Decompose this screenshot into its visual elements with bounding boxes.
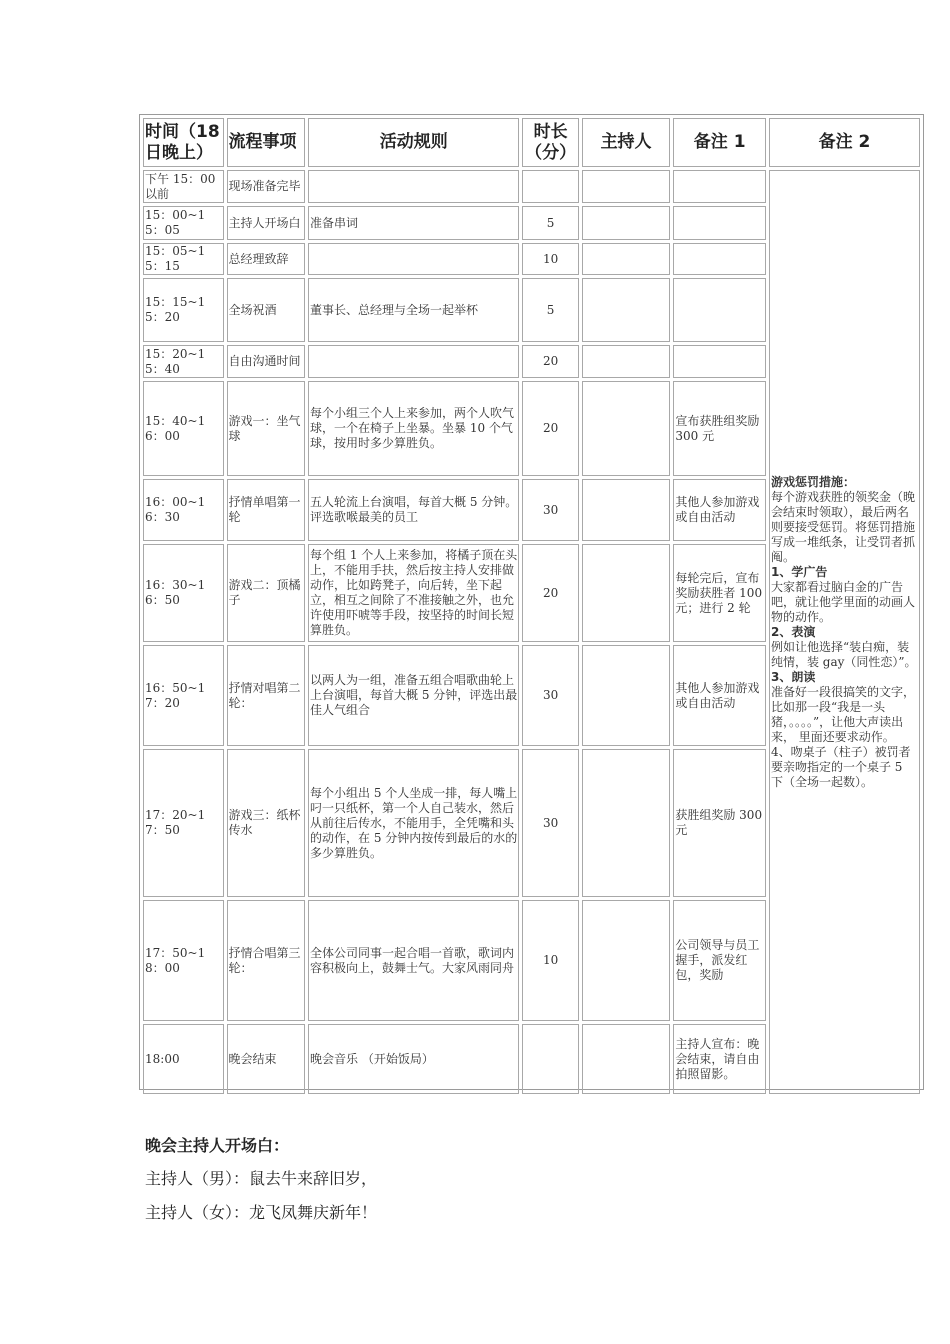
cell-rule: 每个小组出 5 个人坐成一排，每人嘴上叼一只纸杯，第一个人自己装水，然后从前往后传水，不能用手，全凭嘴和头的动作，在 5 分钟内按传到最后的水的多少算胜负。	[308, 749, 519, 897]
cell-note1: 每轮完后，宣布奖励获胜者 100 元；进行 2 轮	[673, 544, 766, 642]
cell-host	[582, 645, 671, 746]
penalty-body-3: 准备好一段很搞笑的文字，比如那一段“我是一头猪，。。。。”，让他大声读出来， 里面还要求动作。	[770, 684, 915, 744]
table-row	[143, 170, 920, 203]
cell-host	[582, 544, 671, 642]
cell-note1: 其他人参加游戏或自由活动	[673, 645, 766, 746]
cell-note1	[673, 278, 766, 342]
cell-host	[582, 345, 671, 378]
cell-item: 总经理致辞	[227, 243, 306, 275]
cell-time: 15：15~15：20	[143, 278, 224, 342]
opening-remarks	[145, 1130, 377, 1230]
cell-time: 16：30~16：50	[143, 544, 224, 642]
cell-time: 17：50~18：00	[143, 900, 224, 1021]
opening-line-female: 主持人（女）：龙飞凤舞庆新年！	[145, 1203, 378, 1222]
penalty-heading-1: 1、学广告	[770, 564, 828, 579]
cell-time: 15：20~15：40	[143, 345, 224, 378]
schedule-table	[140, 115, 923, 1097]
cell-note1	[673, 345, 766, 378]
cell-duration: 5	[522, 206, 578, 240]
cell-item: 全场祝酒	[227, 278, 306, 342]
opening-line-male: 主持人（男）：鼠去牛来辞旧岁，	[145, 1169, 378, 1188]
penalty-item-4: 4、吻桌子（柱子）被罚者要亲吻指定的一个桌子 5 下（全场一起数）。	[770, 744, 911, 789]
cell-host	[582, 243, 671, 275]
cell-host	[582, 206, 671, 240]
cell-time: 15：40~16：00	[143, 381, 224, 476]
cell-item: 游戏一：坐气球	[227, 381, 306, 476]
header-duration: 时长（分）	[522, 118, 578, 167]
cell-host	[582, 900, 671, 1021]
penalty-title: 游戏惩罚措施：	[770, 474, 855, 489]
cell-time: 18:00	[143, 1024, 224, 1094]
cell-duration: 30	[522, 645, 578, 746]
cell-note1: 公司领导与员工握手，派发红包，奖励	[673, 900, 766, 1021]
cell-rule: 董事长、总经理与全场一起举杯	[308, 278, 519, 342]
cell-note1: 宣布获胜组奖励 300 元	[673, 381, 766, 476]
cell-note1: 获胜组奖励 300 元	[673, 749, 766, 897]
header-host: 主持人	[582, 118, 671, 167]
cell-item: 晚会结束	[227, 1024, 306, 1094]
cell-host	[582, 479, 671, 541]
penalty-body-1: 大家都看过脑白金的广告吧，就让他学里面的动画人物的动作。	[770, 579, 915, 624]
cell-duration: 20	[522, 381, 578, 476]
cell-item: 主持人开场白	[227, 206, 306, 240]
opening-title: 晚会主持人开场白：	[145, 1136, 290, 1155]
cell-host	[582, 749, 671, 897]
cell-note1	[673, 170, 766, 203]
cell-duration: 20	[522, 345, 578, 378]
cell-duration: 10	[522, 243, 578, 275]
penalty-heading-3: 3、朗读	[770, 669, 816, 684]
header-note2: 备注 2	[769, 118, 920, 167]
cell-time: 16：50~17：20	[143, 645, 224, 746]
cell-duration: 10	[522, 900, 578, 1021]
cell-note1	[673, 206, 766, 240]
header-time: 时间（18日晚上）	[143, 118, 224, 167]
cell-rule: 以两人为一组，准备五组合唱歌曲轮上上台演唱，每首大概 5 分钟，评选出最佳人气组合	[308, 645, 519, 746]
cell-rule: 晚会音乐 （开始饭局）	[308, 1024, 519, 1094]
cell-host	[582, 278, 671, 342]
cell-rule	[308, 345, 519, 378]
cell-time: 下午 15：00以前	[143, 170, 224, 203]
cell-rule: 五人轮流上台演唱，每首大概 5 分钟。评选歌喉最美的员工	[308, 479, 519, 541]
cell-note2-penalties	[769, 170, 920, 1094]
cell-time: 16：00~16：30	[143, 479, 224, 541]
cell-time: 15：00~15：05	[143, 206, 224, 240]
cell-host	[582, 381, 671, 476]
cell-note1	[673, 243, 766, 275]
cell-host	[582, 1024, 671, 1094]
cell-rule: 每个组 1 个人上来参加，将橘子顶在头上，不能用手扶，然后按主持人安排做动作，比如跨凳子，向后转，坐下起立，相互之间除了不准接触之外，也允许使用吓唬等手段，按坚持的时间长短算胜负。	[308, 544, 519, 642]
penalty-intro: 每个游戏获胜的领奖金（晚会结束时领取），最后两名则要接受惩罚。将惩罚措施写成一堆纸条，让受罚者抓阄。	[770, 489, 915, 564]
cell-item: 抒情对唱第二轮：	[227, 645, 306, 746]
header-item: 流程事项	[227, 118, 306, 167]
cell-rule: 全体公司同事一起合唱一首歌，歌词内容积极向上，鼓舞士气。大家风雨同舟	[308, 900, 519, 1021]
penalty-body-2: 例如让他选择“装白痴，装纯情，装 gay（同性恋）”。	[770, 639, 917, 669]
header-rule: 活动规则	[308, 118, 519, 167]
cell-duration: 20	[522, 544, 578, 642]
cell-item: 游戏三：纸杯传水	[227, 749, 306, 897]
cell-item: 现场准备完毕	[227, 170, 306, 203]
cell-note1: 其他人参加游戏或自由活动	[673, 479, 766, 541]
cell-time: 15：05~15：15	[143, 243, 224, 275]
cell-time: 17：20~17：50	[143, 749, 224, 897]
cell-rule	[308, 243, 519, 275]
cell-duration	[522, 1024, 578, 1094]
cell-host	[582, 170, 671, 203]
header-row	[143, 118, 920, 167]
cell-duration: 30	[522, 749, 578, 897]
header-note1: 备注 1	[673, 118, 766, 167]
cell-item: 抒情合唱第三轮：	[227, 900, 306, 1021]
cell-rule: 准备串词	[308, 206, 519, 240]
cell-rule: 每个小组三个人上来参加，两个人吹气球，一个在椅子上坐暴。坐暴 10 个气球，按用时多少算胜负。	[308, 381, 519, 476]
cell-duration: 30	[522, 479, 578, 541]
penalty-heading-2: 2、表演	[770, 624, 816, 639]
cell-note1: 主持人宣布：晚会结束，请自由拍照留影。	[673, 1024, 766, 1094]
cell-duration: 5	[522, 278, 578, 342]
cell-rule	[308, 170, 519, 203]
cell-item: 游戏二：顶橘子	[227, 544, 306, 642]
cell-item: 抒情单唱第一轮	[227, 479, 306, 541]
schedule-table-frame	[139, 114, 924, 1090]
cell-item: 自由沟通时间	[227, 345, 306, 378]
cell-duration	[522, 170, 578, 203]
